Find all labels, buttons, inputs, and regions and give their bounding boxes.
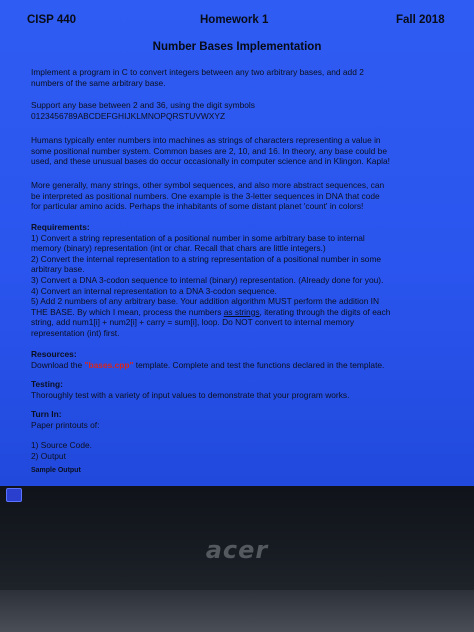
taskbar-app-icon[interactable] (6, 488, 22, 502)
assignment-name: Homework 1 (200, 14, 269, 26)
digit-symbols: 0123456789ABCDEFGHIJKLMNOPQRSTUVWXYZ (31, 110, 226, 121)
text-fragment: THE BASE. By which I mean, process the numbers (31, 306, 224, 317)
text-line: numbers of the same arbitrary base. (31, 77, 166, 88)
keyboard-area (0, 590, 474, 632)
text-line: Support any base between 2 and 36, using the digit symbols (31, 100, 255, 110)
intro-paragraph (31, 67, 451, 88)
testing-section (31, 379, 451, 400)
testing-text: Thoroughly test with a variety of input values to demonstrate that your program works. (31, 389, 350, 400)
list-item: 1) Source Code. (31, 440, 92, 450)
background-paragraph (31, 135, 451, 167)
generalization-paragraph (31, 180, 451, 212)
underlined-text: as strings (223, 306, 260, 317)
base-support-paragraph (31, 100, 451, 121)
text-fragment: , iterating through the digits of each (259, 306, 391, 317)
term: Fall 2018 (396, 14, 445, 26)
turn-in-section (31, 409, 451, 430)
requirement-item: string, add num1[i] + num2[i] + carry = sum[i], loop. Do NOT convert to internal memory (31, 317, 355, 328)
text-line: More generally, many strings, other symbol sequences, and also more abstract sequences, can (31, 180, 385, 190)
resources-heading: Resources: (31, 349, 77, 359)
requirement-item: representation (int) first. (31, 327, 120, 338)
resources-text (31, 360, 451, 371)
text-line: be interpreted as positional numbers. One example is the 3-letter sequences in DNA that code (31, 190, 380, 201)
turn-in-text: Paper printouts of: (31, 419, 100, 430)
requirement-item: 5) Add 2 numbers of any arbitrary base. Your addition algorithm MUST perform the addition IN (31, 296, 380, 307)
requirement-item: 2) Convert the internal representation to a string representation of a positional number in some (31, 253, 382, 264)
requirement-item: 1) Convert a string representation of a positional number in some arbitrary base to internal (31, 232, 365, 243)
requirements-heading: Requirements: (31, 222, 90, 232)
list-item: 2) Output (31, 450, 66, 461)
requirement-item: 3) Convert a DNA 3-codon sequence to internal (binary) representation. (Already done for you). (31, 274, 384, 285)
turn-in-heading: Turn In: (31, 409, 62, 419)
turn-in-list (31, 440, 451, 461)
text-fragment: Download the (31, 359, 85, 370)
text-line: used, and these unusual bases do occur occasionally in computer science and in Klingon. Kapla! (31, 156, 390, 167)
brand-logo: acer (205, 536, 269, 564)
requirement-item: 4) Convert an internal representation to a DNA 3-codon sequence. (31, 285, 277, 296)
page-title: Number Bases Implementation (152, 41, 322, 53)
requirement-item: memory (binary) representation (int or char. Recall that chars are little integers.) (31, 243, 326, 254)
text-line: Implement a program in C to convert integers between any two arbitrary bases, and add 2 (31, 67, 364, 77)
resources-section (31, 349, 451, 370)
template-file-name: "bases.cpp" (84, 359, 134, 370)
requirement-item (31, 307, 451, 318)
text-line: for particular amino acids. Perhaps the inhabitants of some distant planet 'count' in colors! (31, 201, 364, 212)
text-line: some positional number system. Common bases are 2, 10, and 16. In theory, any base could be (31, 145, 387, 156)
sample-output-heading: Sample Output (31, 467, 81, 474)
course-code: CISP 440 (27, 14, 77, 26)
text-line: Humans typically enter numbers into machines as strings of characters representing a value in (31, 135, 381, 145)
text-fragment: template. Complete and test the functions declared in the template. (133, 359, 385, 370)
requirements-section (31, 222, 451, 339)
testing-heading: Testing: (31, 379, 63, 389)
requirement-item: arbitrary base. (31, 264, 85, 275)
